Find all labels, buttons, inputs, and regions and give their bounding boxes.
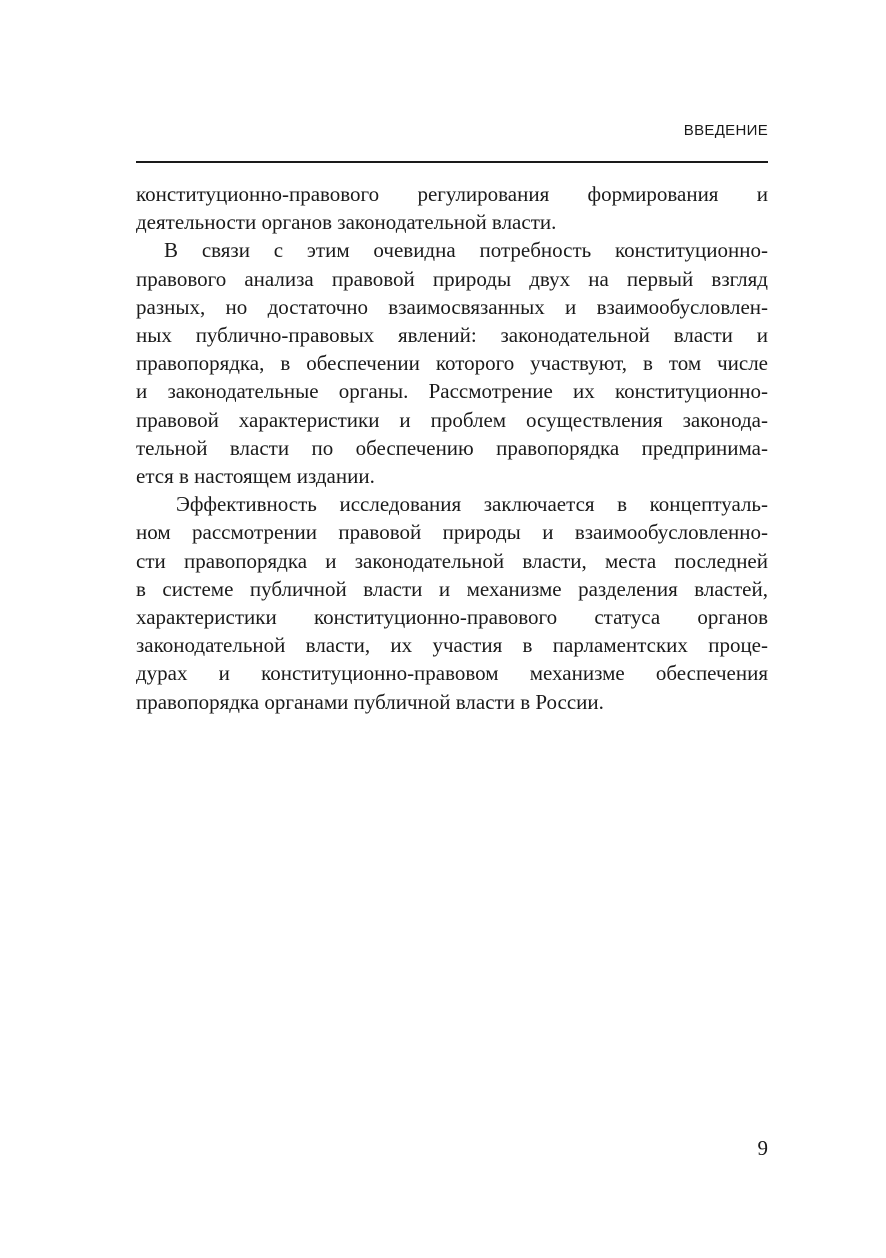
- text-line: правопорядка органами публичной власти в России.: [136, 689, 604, 714]
- page-number: 9: [757, 1136, 768, 1160]
- text-line: в системе публичной власти и механизме разделения властей,: [136, 576, 768, 601]
- text-line: законодательной власти, их участия в парламентских проце-: [136, 633, 768, 658]
- text-line: правопорядка, в обеспечении которого участвуют, в том числе: [136, 351, 768, 376]
- text-line: ном рассмотрении правовой природы и взаимообусловленно-: [136, 520, 768, 545]
- text-line: ных публично-правовых явлений: законодательной власти и: [136, 323, 768, 348]
- text-line: характеристики конституционно-правового статуса органов: [136, 605, 768, 630]
- text-line: конституционно-правового регулирования формирования и: [136, 182, 768, 206]
- text-line: правового анализа правовой природы двух на первый взгляд: [136, 266, 768, 291]
- header-rule: [136, 161, 768, 163]
- text-line: правовой характеристики и проблем осуществления законода-: [136, 407, 768, 432]
- text-line: и законодательные органы. Рассмотрение их конституционно-: [136, 379, 768, 404]
- text-line: тельной власти по обеспечению правопорядка предпринима-: [136, 435, 768, 460]
- paragraph-2: [136, 236, 768, 490]
- body-text: [136, 180, 768, 716]
- text-line: деятельности органов законодательной власти.: [136, 210, 557, 235]
- running-head-title: ВВЕДЕНИЕ: [683, 122, 768, 139]
- text-line: сти правопорядка и законодательной власти, места последней: [136, 548, 768, 573]
- paragraph-1: [136, 180, 768, 236]
- text-line: Эффективность исследования заключается в концептуаль-: [176, 492, 768, 517]
- text-line: разных, но достаточно взаимосвязанных и взаимообусловлен-: [136, 294, 768, 319]
- text-line: ется в настоящем издании.: [136, 464, 375, 489]
- text-line: дурах и конституционно-правовом механизме обеспечения: [136, 661, 768, 686]
- text-line: В связи с этим очевидна потребность конституционно-: [164, 238, 768, 263]
- paragraph-3: [136, 490, 768, 716]
